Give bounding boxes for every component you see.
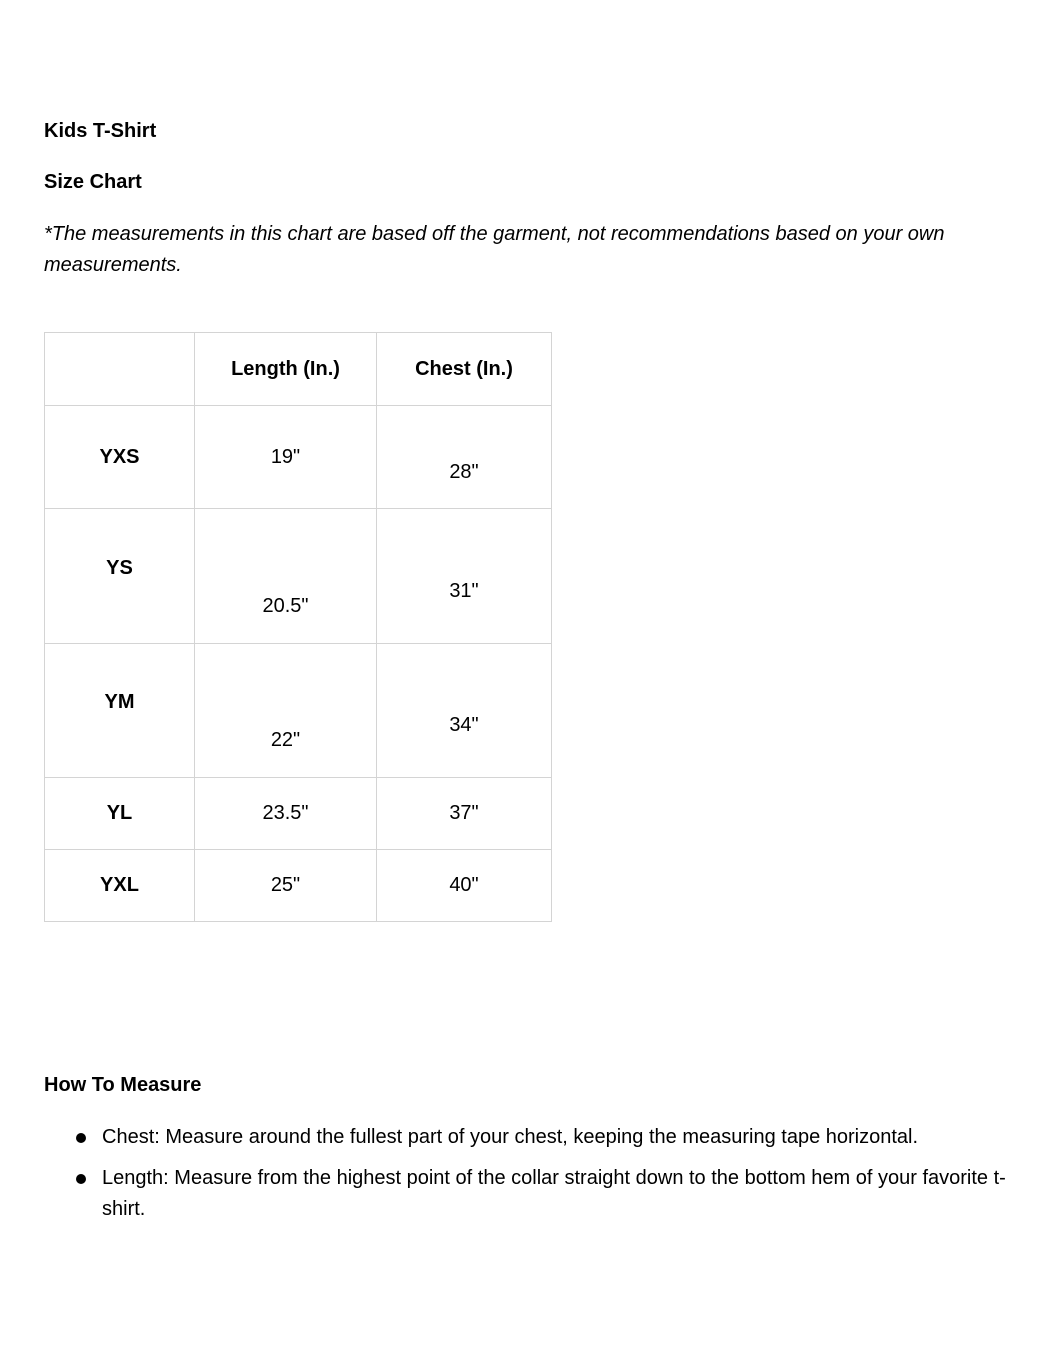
size-cell <box>45 509 195 644</box>
measurement-note: *The measurements in this chart are based off the garment, not recommendations based on your own measurements. <box>44 223 945 276</box>
section-title: Size Chart <box>44 171 142 193</box>
length-cell <box>195 406 377 509</box>
header-cell-size <box>45 333 195 406</box>
length-value: 20.5" <box>262 594 309 617</box>
chest-value: 34" <box>449 714 479 736</box>
chest-cell <box>377 406 552 509</box>
page-title: Kids T-Shirt <box>44 120 157 142</box>
size-value: YM <box>104 691 135 713</box>
list-item-text: Chest: Measure around the fullest part of your chest, keeping the measuring tape horizontal. <box>102 1126 919 1148</box>
length-value: 22" <box>270 729 301 751</box>
size-cell: YL <box>45 778 195 850</box>
list-item <box>44 1122 1034 1153</box>
chest-cell: 40" <box>377 850 552 922</box>
size-cell: YXL <box>45 850 195 922</box>
size-table <box>44 332 552 922</box>
chest-cell <box>377 509 552 644</box>
length-cell <box>195 509 377 644</box>
measure-instructions-list <box>44 1122 1034 1235</box>
table-header-row <box>45 333 552 406</box>
table-row <box>45 778 552 850</box>
bullet-icon <box>76 1133 86 1143</box>
chest-cell: 37" <box>377 778 552 850</box>
length-cell: 23.5" <box>195 778 377 850</box>
chest-value: 28" <box>449 460 479 483</box>
size-cell: YXS <box>45 406 195 509</box>
chest-value: 31" <box>449 579 479 602</box>
how-to-measure-heading: How To Measure <box>44 1074 202 1096</box>
list-item <box>44 1163 1034 1225</box>
table-row <box>45 406 552 509</box>
size-cell <box>45 644 195 778</box>
length-cell: 25" <box>195 850 377 922</box>
table-row <box>45 850 552 922</box>
chest-cell <box>377 644 552 778</box>
header-cell-length: Length (In.) <box>195 333 377 406</box>
table-row <box>45 644 552 778</box>
header-cell-chest: Chest (In.) <box>377 333 552 406</box>
length-cell <box>195 644 377 778</box>
table-row <box>45 509 552 644</box>
bullet-icon <box>76 1174 86 1184</box>
size-value: YS <box>106 556 133 579</box>
list-item-text: Length: Measure from the highest point of the collar straight down to the bottom hem of your favorite t-shirt. <box>102 1167 1006 1220</box>
length-value: 19" <box>270 445 301 468</box>
